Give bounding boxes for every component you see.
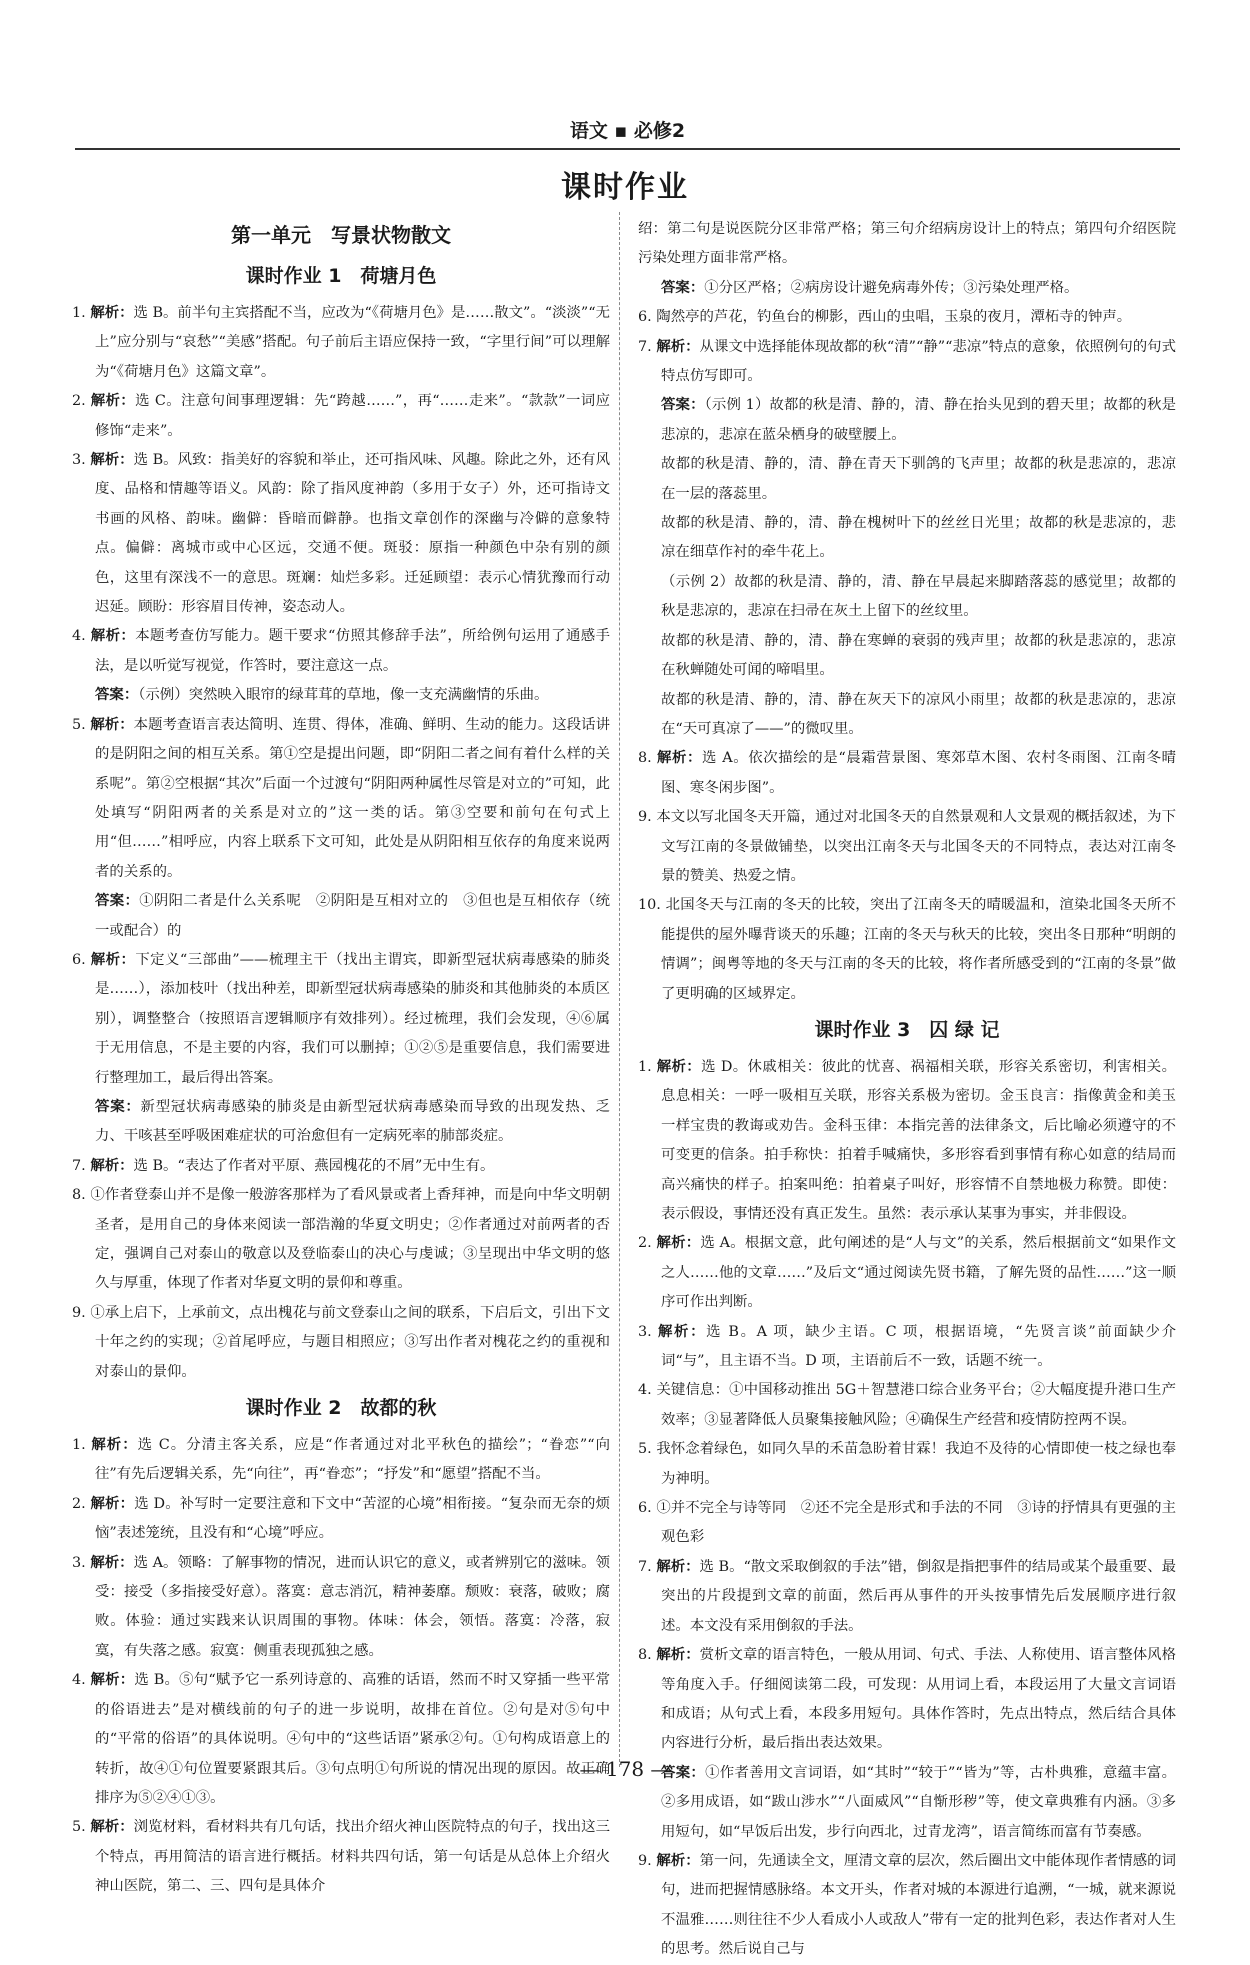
- analysis-label: 解析：: [90, 1672, 135, 1689]
- answer-label: 答案：: [95, 893, 140, 910]
- answer-item: 8. 解析：选 A。依次描绘的是“晨霜营景图、寒郊草木图、农村冬雨图、江南冬晴图、寒冬闲步图”。: [638, 750, 1176, 796]
- header-title: 语文 ▪ 必修2: [556, 118, 699, 144]
- analysis-label: 解析：: [90, 452, 134, 469]
- right-column: [638, 215, 1176, 1965]
- answer-item: 2. 解析：选 A。根据文意，此句阐述的是“人与文”的关系，然后根据前文“如果作文之人……他的文章……”及后文“通过阅读先贤书籍，了解先贤的品性……”这一顺序可作出判断。: [638, 1235, 1176, 1311]
- answer-item: 4. 关键信息：①中国移动推出 5G＋智慧港口综合业务平台；②大幅度提升港口生产效率；③显著降低人员聚集接触风险；④确保生产经营和疫情防控两不误。: [638, 1382, 1176, 1428]
- analysis-label: 解析：: [90, 1554, 134, 1571]
- lesson2-answers-continued: [638, 215, 1176, 1009]
- column-divider: [619, 212, 620, 1767]
- analysis-label: 解析：: [90, 1495, 135, 1512]
- answer-item: 2. 解析：选 D。补写时一定要注意和下文中“苦涩的心境”相衔接。“复杂而无奈的烦恼”表述笼统，且没有和“心境”呼应。: [72, 1495, 610, 1542]
- page-number: — 178 —: [579, 1757, 671, 1781]
- answer-text: 答案：①阴阳二者是什么关系呢 ②阴阳是互相对立的 ③但也是互相依存（统一或配合）的: [95, 893, 610, 939]
- answer-item: 8. ①作者登泰山并不是像一般游客那样为了看风景或者上香拜神，而是向中华文明朝圣者，是用自己的身体来阅读一部浩瀚的华夏文明史；②作者通过对前两者的否定，强调自己对泰山的敬意以及登临泰山的决心与虔诚；③呈现出中华文明的悠久与厚重，体现了作者对华夏文明的景仰和尊重。: [72, 1187, 610, 1292]
- analysis-label: 解析：: [90, 1819, 134, 1836]
- answer-item: 故都的秋是清、静的，清、静在青天下驯鸽的飞声里；故都的秋是悲凉的，悲凉在一层的落蕊里。: [661, 456, 1176, 502]
- answer-item: 9. 本文以写北国冬天开篇，通过对北国冬天的自然景观和人文景观的概括叙述，为下文写江南的冬景做铺垫，以突出江南冬天与北国冬天的不同特点，表达对江南冬景的赞美、热爱之情。: [638, 809, 1176, 884]
- answer-item: 5. 我怀念着绿色，如同久旱的禾苗急盼着甘霖！我迫不及待的心情即使一枝之绿也奉为神明。: [638, 1441, 1176, 1487]
- answer-item: 1. 解析：选 B。前半句主宾搭配不当，应改为“《荷塘月色》是……散文”。“淡淡”“无上”应分别与“哀愁”“美感”搭配。句子前后主语应保持一致，“字里行间”可以理解为“《荷塘月色》这篇文章”。: [72, 305, 610, 380]
- analysis-label: 解析：: [656, 1647, 700, 1664]
- answer-label: 答案：: [95, 1098, 141, 1115]
- answer-item: 1. 解析：选 D。休戚相关：彼此的忧喜、祸福相关联，形容关系密切，利害相关。息息相关：一呼一吸相互关联，形容关系极为密切。金玉良言：指像黄金和美玉一样宝贵的教诲或劝告。金科玉律：本指完善的法律条文，后比喻必须遵守的不可变更的信条。拍手称快：拍着手喊痛快，多形容看到事情有称心如意的结局而高兴痛快的样子。拍案叫绝：拍着桌子叫好，形容情不自禁地极力称赞。即使：表示假设，事情还没有真正发生。虽然：表示承认某事为事实，并非假设。: [638, 1058, 1176, 1222]
- analysis-label: 解析：: [90, 1157, 134, 1174]
- answer-item: 7. 解析：选 B。“散文采取倒叙的手法”错，倒叙是指把事件的结局或某个最重要、最突出的片段提到文章的前面，然后再从事件的开头按事情先后发展顺序进行叙述。本文没有采用倒叙的手法。: [638, 1558, 1176, 1634]
- analysis-label: 解析：: [656, 1852, 700, 1869]
- answer-item: 3. 解析：选 B。风致：指美好的容貌和举止，还可指风味、风趣。除此之外，还有风度、品格和情趣等语义。风韵：除了指风度神韵（多用于女子）外，还可指诗文书画的风格、韵味。幽僻：昏暗而僻静。也指文章创作的深幽与冷僻的意象特点。偏僻：离城市或中心区远，交通不便。斑驳：原指一种颜色中杂有别的颜色，这里有深浅不一的意思。斑斓：灿烂多彩。迁延顾望：表示心情犹豫而行动迟延。顾盼：形容眉目传神，姿态动人。: [72, 452, 610, 616]
- answer-item: 9. ①承上启下，上承前文，点出槐花与前文登泰山之间的联系，下启后文，引出下文十年之约的实现；②首尾呼应，与题目相照应；③写出作者对槐花之约的重视和对泰山的景仰。: [72, 1304, 610, 1380]
- answer-item: 6. 解析：下定义“三部曲”——梳理主干（找出主谓宾，即新型冠状病毒感染的肺炎是……），添加枝叶（找出种差，即新型冠状病毒感染的肺炎和其他肺炎的本质区别），调整整合（按照语言逻辑顺序有效排列）。经过梳理，我们会发现，④⑥属于无用信息，不是主要的内容，我们可以删掉；①②⑤是重要信息，我们需要进行整理加工，最后得出答案。: [72, 951, 610, 1086]
- analysis-label: 解析：: [90, 951, 136, 968]
- answer-text: 答案：新型冠状病毒感染的肺炎是由新型冠状病毒感染而导致的出现发热、乏力、干咳甚至呼吸困难症状的可治愈但有一定病死率的肺部炎症。: [95, 1098, 610, 1145]
- analysis-label: 解析：: [657, 1323, 707, 1340]
- answer-text: 答案：①分区严格；②病房设计避免病毒外传；③污染处理严格。: [661, 279, 1079, 296]
- page-header: [75, 118, 1180, 150]
- lesson1-title: 课时作业 1 荷塘月色: [245, 265, 437, 287]
- answer-item: 4. 解析：本题考查仿写能力。题干要求“仿照其修辞手法”，所给例句运用了通感手法，是以听觉写视觉，作答时，要注意这一点。: [72, 628, 610, 674]
- answer-item: 8. 解析：赏析文章的语言特色，一般从用词、句式、手法、人称使用、语言整体风格等角度入手。仔细阅读第二段，可发现：从用词上看，本段运用了大量文言词语和成语；从句式上看，本段多用短句。具体作答时，先点出特点，然后结合具体内容进行分析，最后指出表达效果。: [638, 1647, 1176, 1752]
- answer-item: 2. 解析：选 C。注意句间事理逻辑：先“跨越……”，再“……走来”。“款款”一词应修饰“走来”。: [72, 393, 610, 439]
- analysis-label: 解析：: [90, 305, 134, 321]
- answer-label: 答案：: [661, 279, 705, 296]
- page-title: 课时作业: [561, 170, 689, 205]
- unit-title: 第一单元 写景状物散文: [231, 223, 451, 247]
- answer-item: 10. 北国冬天与江南的冬天的比较，突出了江南冬天的晴暖温和，渲染北国冬天所不能提供的屋外曝背谈天的乐趣；江南的冬天与秋天的比较，突出冬日那种“明朗的情调”；闽粤等地的冬天与江南的冬天的比较，将作者所感受到的“江南的冬景”做了更明确的区域界定。: [638, 897, 1176, 1002]
- answer-item: 1. 解析：选 C。分清主客关系，应是“作者通过对北平秋色的描绘”；“眷恋”“向往”有先后逻辑关系，先“向往”，再“眷恋”；“抒发”和“愿望”搭配不当。: [72, 1437, 610, 1483]
- analysis-label: 解析：: [91, 1437, 138, 1454]
- answer-item: 9. 解析：第一问，先通读全文，厘清文章的层次，然后圈出文中能体现作者情感的词句，进而把握情感脉络。本文开头，作者对城的本源进行追溯，“一城，就来源说不温雅……则往往不少人看成小人或敌人”带有一定的批判色彩，表达作者对人生的思考。然后说自己与: [638, 1852, 1176, 1958]
- analysis-label: 解析：: [656, 1235, 701, 1252]
- lesson1-answers: [72, 299, 610, 1387]
- answer-item: 7. 解析：从课文中选择能体现故都的秋“清”“静”“悲凉”特点的意象，依照例句的句式特点仿写即可。: [638, 338, 1176, 385]
- analysis-label: 解析：: [656, 1558, 700, 1575]
- answer-label: 答案：: [95, 687, 139, 704]
- lesson2-answers: [72, 1431, 610, 1902]
- answer-item: 4. 解析：选 B。⑤句“赋予它一系列诗意的、高雅的话语，然而不时又穿插一些平常的俗语进去”是对横线前的句子的进一步说明，故排在首位。②句是对⑤句中的“平常的俗语”的具体说明。④句中的“这些话语”紧承②句。①句构成语意上的转折，故④①句位置要紧跟其后。③句点明①句所说的情况出现的原因。故正确排序为⑤②④①③。: [72, 1672, 610, 1806]
- answer-item: 5. 解析：本题考查语言表达简明、连贯、得体，准确、鲜明、生动的能力。这段话讲的是阴阳之间的相互关系。第①空是提出问题，即“阴阳二者之间有着什么样的关系呢”。第②空根据“其次”后面一个过渡句“阴阳两种属性尽管是对立的”可知，此处填写“阴阳两者的关系是对立的”这一类的话。第③空要和前句在句式上用“但……”相呼应，内容上联系下文可知，此处是从阴阳相互依存的角度来说两者的关系的。: [72, 716, 610, 880]
- analysis-label: 解析：: [656, 1058, 702, 1075]
- answer-text: 答案：（示例）突然映入眼帘的绿茸茸的草地，像一支充满幽情的乐曲。: [95, 687, 549, 704]
- answer-item: 绍：第二句是说医院分区非常严格；第三句介绍病房设计上的特点；第四句介绍医院污染处理方面非常严格。: [638, 221, 1176, 267]
- answer-item: 故都的秋是清、静的，清、静在槐树叶下的丝丝日光里；故都的秋是悲凉的，悲凉在细草作衬的牵牛花上。: [661, 515, 1176, 561]
- answer-item: （示例 2）故都的秋是清、静的，清、静在早晨起来脚踏落蕊的感觉里；故都的秋是悲凉的，悲凉在扫帚在灰土上留下的丝纹里。: [661, 573, 1176, 620]
- left-column: [72, 215, 610, 1902]
- answer-label: 答案：: [661, 397, 705, 414]
- answer-item: 5. 解析：浏览材料，看材料共有几句话，找出介绍火神山医院特点的句子，找出这三个特点，再用简洁的语言进行概括。材料共四句话，第一句话是从总体上介绍火神山医院，第二、三、四句是具体介: [72, 1819, 610, 1895]
- lesson2-title: 课时作业 2 故都的秋: [245, 1397, 437, 1420]
- analysis-label: 解析：: [90, 716, 134, 733]
- answer-item: 6. 陶然亭的芦花，钓鱼台的柳影，西山的虫唱，玉泉的夜月，潭柘寺的钟声。: [638, 309, 1132, 326]
- answer-text: 答案：（示例 1）故都的秋是清、静的，清、静在抬头见到的碧天里；故都的秋是悲凉的，悲凉在蓝朵栖身的破壁腰上。: [661, 397, 1176, 443]
- answer-item: 7. 解析：选 B。“表达了作者对平原、燕园槐花的不屑”无中生有。: [72, 1157, 495, 1174]
- lesson3-title: 课时作业 3 囚 绿 记: [814, 1018, 1000, 1041]
- answer-item: 故都的秋是清、静的，清、静在灰天下的凉风小雨里；故都的秋是悲凉的，悲凉在“天可真凉了——”的微叹里。: [661, 691, 1176, 737]
- analysis-label: 解析：: [90, 393, 136, 410]
- answer-item: 6. ①并不完全与诗等同 ②还不完全是形式和手法的不同 ③诗的抒情具有更强的主观色彩: [638, 1500, 1176, 1546]
- lesson3-answers: [638, 1053, 1176, 1965]
- answer-label: 答案：: [661, 1764, 706, 1781]
- answer-text: 答案：①作者善用文言词语，如“其时”“较于”“皆为”等，古朴典雅，意蕴丰富。②多用成语，如“跋山涉水”“八面威风”“自惭形秽”等，使文章典雅有内涵。③多用短句，如“早饭后出发，步行向西北，过青龙湾”，语言简练而富有节奏感。: [661, 1764, 1176, 1840]
- answer-item: 故都的秋是清、静的，清、静在寒蝉的衰弱的残声里；故都的秋是悲凉的，悲凉在秋蝉随处可闻的啼唱里。: [661, 632, 1176, 679]
- analysis-label: 解析：: [656, 750, 702, 767]
- answer-item: 3. 解析：选 B。A 项，缺少主语。C 项，根据语境，“先贤言谈”前面缺少介词“与”，且主语不当。D 项，主语前后不一致，话题不统一。: [638, 1323, 1176, 1370]
- analysis-label: 解析：: [90, 628, 136, 645]
- analysis-label: 解析：: [656, 338, 700, 355]
- answer-item: 3. 解析：选 A。领略：了解事物的情况，进而认识它的意义，或者辨别它的滋味。领受：接受（多指接受好意）。落寞：意志消沉，精神萎靡。颓败：衰落，破败；腐败。体验：通过实践来认识周围的事物。体味：体会，领悟。落寞：冷落，寂寞，有失落之感。寂寞：侧重表现孤独之感。: [72, 1554, 610, 1659]
